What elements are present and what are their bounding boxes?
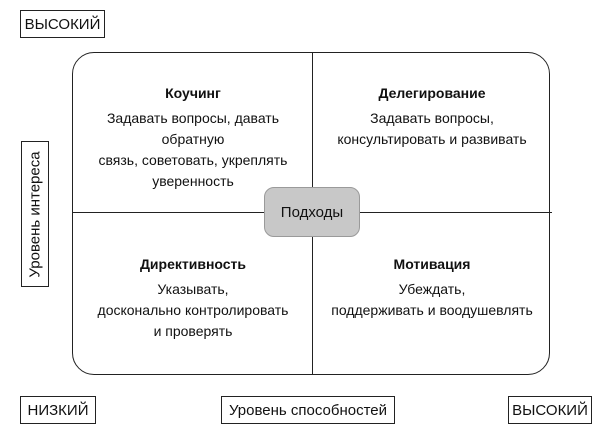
quadrant-delegating <box>314 83 550 150</box>
quadrant-directing <box>74 254 312 342</box>
quadrant-coaching <box>74 83 312 192</box>
quadrant-description: Убеждать, поддерживать и воодушевлять <box>331 281 533 318</box>
y-axis-label <box>21 141 49 287</box>
x-axis-label: Уровень способностей <box>221 396 395 424</box>
quadrant-description: Задавать вопросы, консультировать и развивать <box>337 110 527 147</box>
high-ability-label: ВЫСОКИЙ <box>508 396 592 424</box>
quadrant-title: Директивность <box>139 256 247 272</box>
quadrant-motivating <box>314 254 550 321</box>
y-axis-label-text: Уровень интереса <box>26 150 44 278</box>
approaches-center-label: Подходы <box>264 187 360 237</box>
quadrant-description: Задавать вопросы, давать обратную связь, советовать, укреплять уверенность <box>98 110 288 189</box>
quadrant-title: Делегирование <box>378 85 486 101</box>
quadrant-title: Коучинг <box>165 85 221 101</box>
quadrant-description: Указывать, досконально контролировать и проверять <box>97 281 289 339</box>
high-interest-label: ВЫСОКИЙ <box>20 10 105 38</box>
low-label: НИЗКИЙ <box>20 396 96 424</box>
quadrant-title: Мотивация <box>393 256 471 272</box>
